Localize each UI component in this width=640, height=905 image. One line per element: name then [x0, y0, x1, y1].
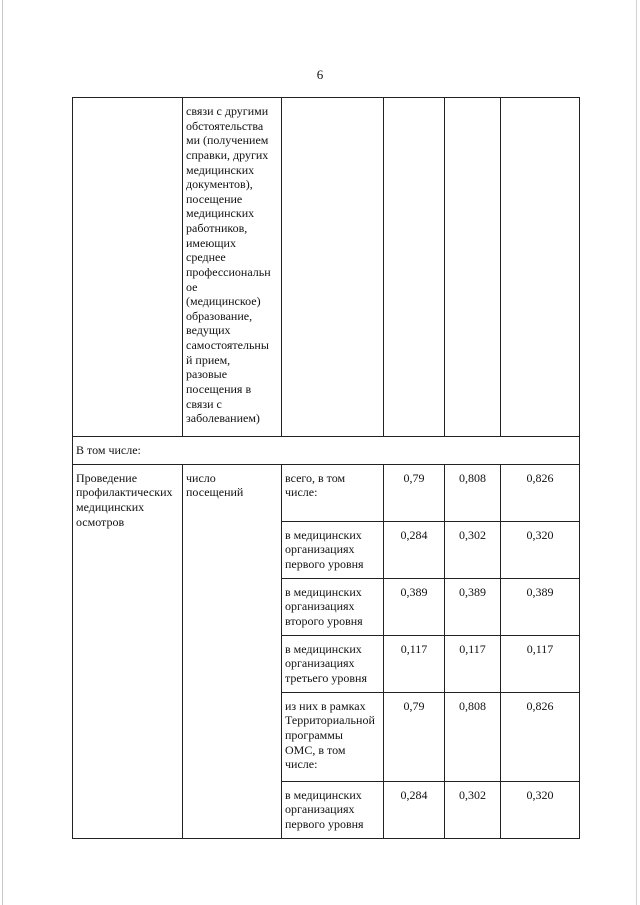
text-line: медицинских — [186, 162, 255, 177]
row-label — [282, 781, 384, 838]
text-line: справки, других — [186, 147, 269, 162]
text-line: профессиональн — [186, 264, 271, 279]
data-table — [72, 97, 580, 839]
text-line: медицинских — [76, 499, 145, 514]
section-label: В том числе: — [73, 437, 580, 465]
text-line: первого уровня — [285, 816, 364, 831]
text-line: ое — [186, 279, 198, 294]
text-line: второго уровня — [285, 613, 363, 628]
text-line: Проведение — [76, 470, 138, 485]
value-2: 0,808 — [445, 464, 501, 521]
value-2: 0,117 — [445, 635, 501, 692]
text-line: ведущих — [186, 323, 231, 338]
value-2: 0,302 — [445, 781, 501, 838]
value-3: 0,389 — [501, 578, 580, 635]
continued-row — [73, 98, 580, 437]
row-label — [282, 521, 384, 578]
text-line: посещения в — [186, 381, 252, 396]
text-line: (медицинское) — [186, 294, 261, 309]
text-line: организациях — [285, 542, 355, 557]
text-line: число — [186, 470, 216, 485]
text-line: обстоятельства — [186, 118, 264, 133]
value-3: 0,826 — [501, 692, 580, 781]
text-line: в медицинских — [285, 641, 362, 656]
text-line: ОМС, в том — [285, 742, 346, 757]
scan-edge-left — [2, 0, 3, 905]
text-line: документов), — [186, 177, 253, 192]
text-line: медицинских — [186, 206, 255, 221]
row-label — [282, 464, 384, 521]
text-line: организациях — [285, 802, 355, 817]
value-3: 0,320 — [501, 521, 580, 578]
value-1: 0,284 — [384, 781, 445, 838]
group-unit — [183, 464, 282, 838]
value-2: 0,302 — [445, 521, 501, 578]
text-line: работников, — [186, 221, 248, 235]
text-line: имеющих — [186, 235, 236, 250]
value-1: 0,389 — [384, 578, 445, 635]
text-line: осмотров — [76, 514, 125, 529]
cell-empty — [73, 98, 183, 437]
value-1: 0,79 — [384, 692, 445, 781]
text-line: всего, в том — [285, 470, 346, 485]
text-line: в медицинских — [285, 527, 362, 542]
scan-edge-right — [636, 0, 637, 905]
text-line: профилактических — [76, 485, 173, 500]
text-line: посещение — [186, 191, 243, 206]
page-number: 6 — [316, 67, 324, 82]
text-line: третьего уровня — [285, 670, 367, 685]
text-line: в медицинских — [285, 584, 362, 599]
text-line: из них в рамках — [285, 698, 366, 713]
text-line: Территориальной — [285, 713, 375, 728]
value-1: 0,284 — [384, 521, 445, 578]
value-1: 0,117 — [384, 635, 445, 692]
text-line: организациях — [285, 599, 355, 614]
text-line: в медицинских — [285, 787, 362, 802]
text-line: среднее — [186, 250, 226, 265]
value-1: 0,79 — [384, 464, 445, 521]
text-line: разовые — [186, 367, 228, 382]
value-3: 0,826 — [501, 464, 580, 521]
value-2: 0,808 — [445, 692, 501, 781]
text-line: числе: — [285, 757, 318, 772]
value-3: 0,117 — [501, 635, 580, 692]
table-row — [73, 464, 580, 521]
group-name — [73, 464, 183, 838]
text-line: образование, — [186, 308, 253, 323]
text-line: заболеванием) — [186, 411, 260, 426]
value-3: 0,320 — [501, 781, 580, 838]
text-line: связи с другими — [186, 104, 269, 118]
value-2: 0,389 — [445, 578, 501, 635]
text-line: первого уровня — [285, 556, 364, 571]
row-label — [282, 578, 384, 635]
row-label — [282, 635, 384, 692]
text-line: ми (получением — [186, 133, 269, 148]
text-line: й прием, — [186, 352, 231, 367]
section-row — [73, 437, 580, 465]
row-label — [282, 692, 384, 781]
cell-empty — [384, 98, 445, 437]
cell-empty — [445, 98, 501, 437]
text-line: связи с — [186, 396, 222, 411]
text-line: организациях — [285, 656, 355, 671]
continued-description — [183, 98, 282, 437]
text-line: числе: — [285, 485, 318, 500]
text-line: посещений — [186, 485, 244, 500]
cell-empty — [282, 98, 384, 437]
cell-empty — [501, 98, 580, 437]
text-line: самостоятельны — [186, 338, 269, 352]
text-line: программы — [285, 727, 343, 742]
